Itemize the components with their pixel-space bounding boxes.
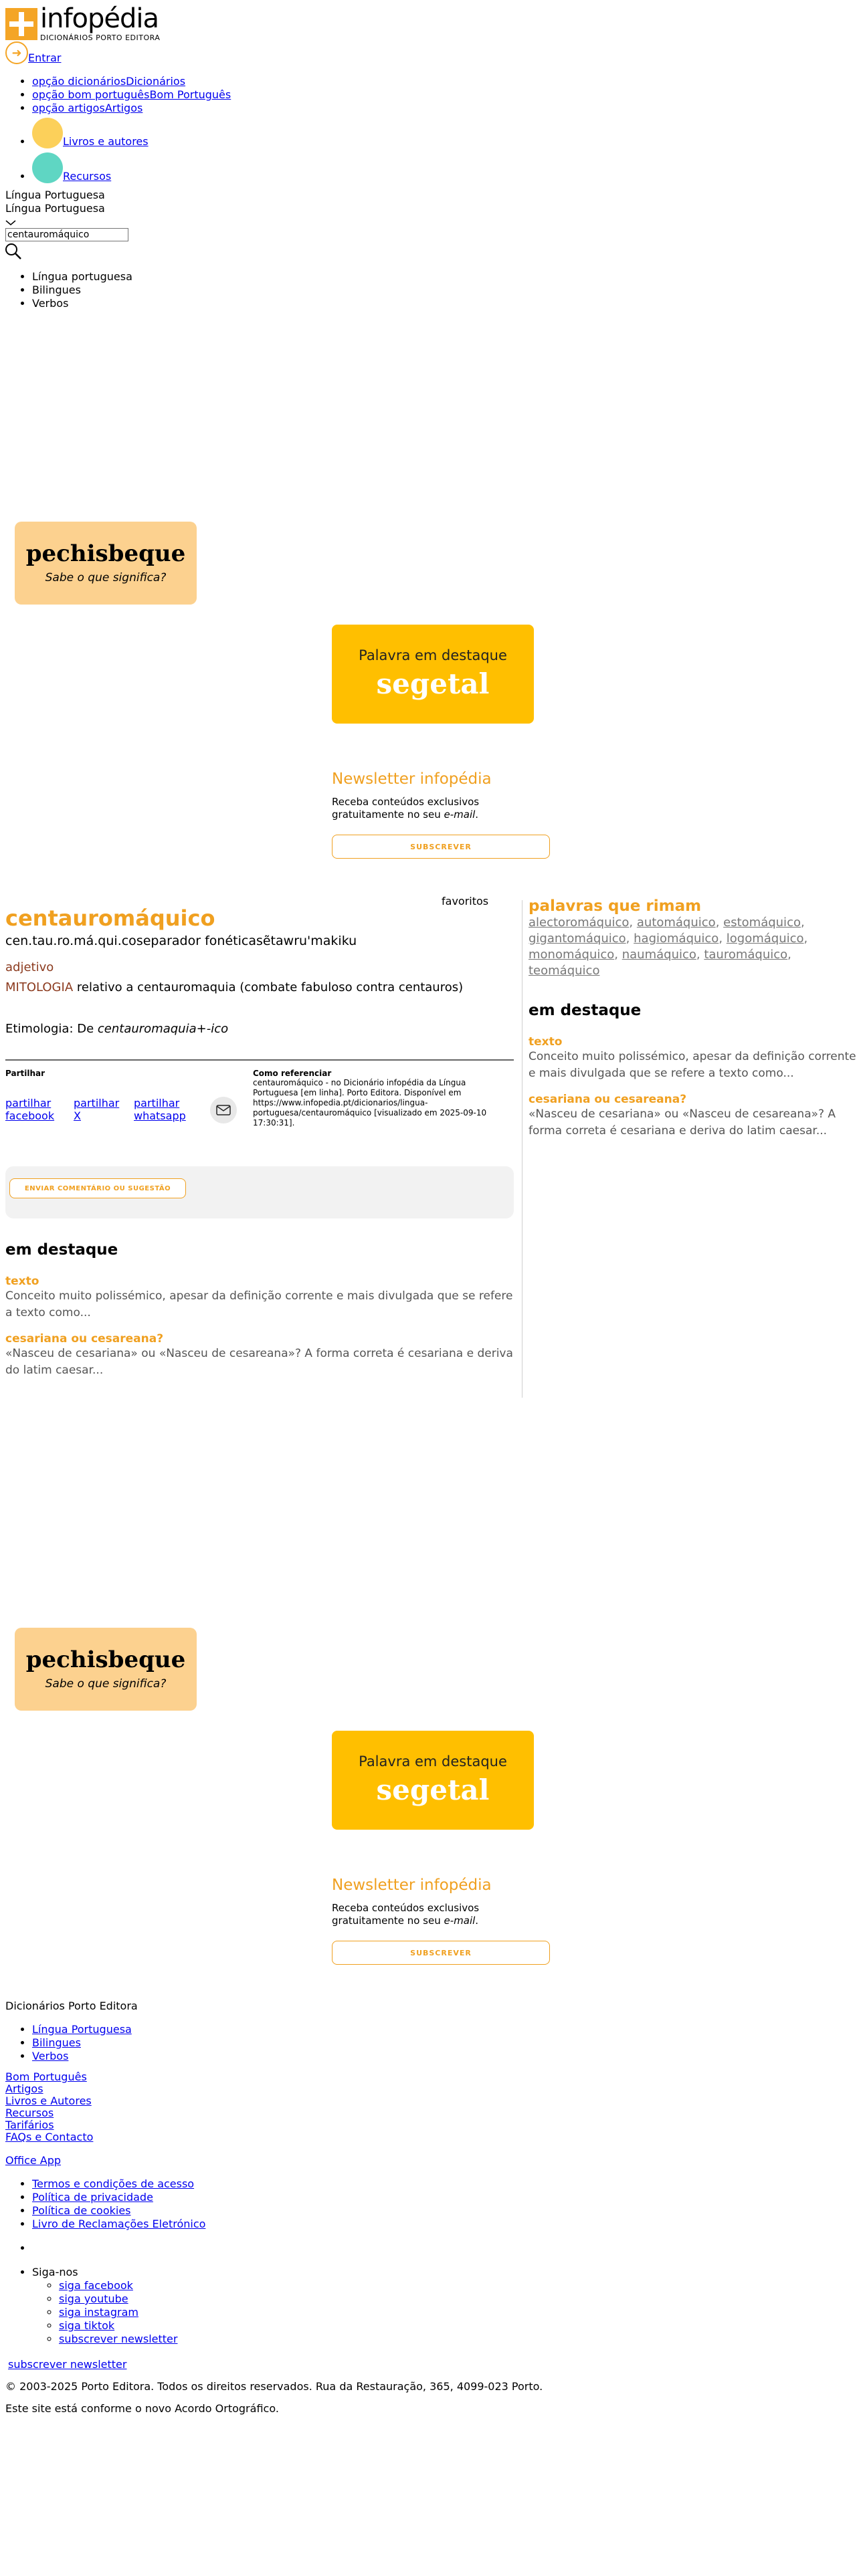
footer-dict-item — [32, 2036, 848, 2050]
dict-option[interactable]: • Língua portuguesa — [32, 270, 132, 284]
social-item — [59, 2292, 848, 2306]
rhyme-link[interactable]: tauromáquico — [704, 948, 788, 962]
x-share-icon[interactable]: partilhar X — [74, 1097, 120, 1122]
rhyme-link[interactable]: automáquico — [636, 916, 716, 930]
footer-dict-item — [32, 2023, 848, 2036]
site-logo[interactable] — [5, 5, 160, 42]
subscribe-newsletter-link[interactable]: subscrever newsletter — [8, 2358, 127, 2371]
resources-icon — [32, 152, 63, 183]
word-quiz-card[interactable] — [15, 522, 197, 605]
quiz-question: Sabe o que significa? — [45, 1677, 167, 1691]
citation-text: centauromáquico - no Dicionário infopédia da Língua Portuguesa [em linha]. Porto Editora. Disponível em https://www.infopedia.pt/dicionarios/lingua-portuguesa/centauromáquico [visualizado em 2025-09-10 17:30:31]. — [253, 1078, 487, 1128]
legal-link[interactable]: Política de privacidade — [32, 2191, 153, 2204]
social-item — [59, 2319, 848, 2333]
legal-link[interactable]: Termos e condições de acesso — [32, 2177, 195, 2190]
rhymes-title: palavras que rimam — [529, 897, 702, 915]
footer-dict-links — [5, 2023, 848, 2063]
office-app-link[interactable]: Office App — [5, 2154, 62, 2167]
menu-link-recursos[interactable]: Recursos — [63, 170, 112, 183]
menu-img-alt: opção artigos — [32, 102, 105, 114]
featured-item-title[interactable]: texto — [529, 1035, 563, 1049]
orthography-note: Este site está conforme o novo Acordo Ortográfico. — [5, 2402, 279, 2415]
rhyme-link[interactable]: estomáquico — [723, 916, 801, 930]
tiktok-icon[interactable]: siga tiktok — [59, 2319, 115, 2332]
newsletter-title: Newsletter infopédia — [332, 770, 492, 788]
follow-us-item — [32, 2266, 848, 2346]
citation-title: Como referenciar — [253, 1069, 332, 1078]
follow-us-label: Siga-nos — [32, 2266, 78, 2278]
menu-item-bom-portugues — [32, 88, 231, 102]
menu-link-artigos[interactable] — [32, 102, 142, 114]
footer-links — [5, 2071, 848, 2143]
syllabification: cen.tau.ro.má.qui.co — [5, 934, 136, 948]
search-bar — [5, 227, 128, 241]
menu-item-livros-autores — [32, 118, 231, 148]
dictionary-label: Língua Portuguesa — [5, 202, 105, 215]
featured-word: segetal — [376, 667, 490, 700]
newsletter-text-part: . — [475, 809, 479, 821]
footer-dict-item — [32, 2050, 848, 2063]
definition — [5, 980, 463, 994]
rhyme-link[interactable]: logomáquico — [726, 932, 804, 946]
definition-domain: MITOLOGIA — [5, 980, 74, 994]
legal-item — [32, 2191, 848, 2204]
facebook-icon[interactable]: siga facebook — [59, 2279, 133, 2292]
share-buttons — [5, 1097, 237, 1123]
menu-item-recursos — [32, 152, 231, 183]
menu-link-livros[interactable]: Livros e autores — [63, 135, 149, 148]
legal-link[interactable]: Política de cookies — [32, 2204, 131, 2217]
dictionary-options — [5, 270, 132, 310]
copyright: © 2003-2025 Porto Editora. Todos os direitos reservados. Rua da Restauração, 365, 4099-023 Porto. — [5, 2380, 543, 2393]
dictionary-selected: Língua Portuguesa — [5, 189, 105, 201]
newsletter-block — [332, 770, 550, 859]
part-of-speech: adjetivo — [5, 960, 54, 974]
featured-item-title[interactable]: cesariana ou cesareana? — [5, 1332, 164, 1346]
social-item — [59, 2333, 848, 2346]
featured-item-title[interactable]: texto — [5, 1275, 39, 1288]
send-comment-button[interactable]: ENVIAR COMENTÁRIO OU SUGESTÃO — [9, 1178, 186, 1198]
facebook-share-icon[interactable]: partilhar facebook — [5, 1097, 55, 1122]
footer-empty-list — [5, 2242, 848, 2255]
footer-link[interactable]: Verbos — [32, 2050, 69, 2062]
featured-section-sidebar — [529, 1002, 856, 1140]
menu-label: Bom Português — [149, 88, 231, 101]
featured-word-card[interactable] — [332, 1731, 534, 1830]
newsletter-icon-link[interactable]: subscrever newsletter — [59, 2333, 178, 2345]
etymology-prefix: Etimologia: De — [5, 1022, 98, 1036]
legal-item — [32, 2177, 848, 2191]
dict-option[interactable]: • Bilingues — [32, 284, 132, 297]
logo-subtitle: DICIONÁRIOS PORTO EDITORA — [40, 33, 161, 42]
subscribe-button[interactable]: SUBSCREVER — [332, 1941, 550, 1965]
footer-link[interactable]: Bilingues — [32, 2036, 81, 2049]
featured-item-title[interactable]: cesariana ou cesareana? — [529, 1093, 687, 1106]
footer-link[interactable]: FAQs e Contacto — [5, 2131, 94, 2143]
menu-item-artigos — [32, 102, 231, 115]
citation-block — [253, 1069, 507, 1128]
rhyme-link[interactable]: teomáquico — [529, 964, 600, 978]
phonetic-separator-icon: separador fonética — [136, 934, 256, 948]
newsletter-title: Newsletter infopédia — [332, 1876, 492, 1894]
featured-word-card[interactable] — [332, 625, 534, 724]
featured-item-text: «Nasceu de cesariana» ou «Nasceu de cesareana»? A forma correta é cesariana e deriva do latim caesar... — [529, 1107, 836, 1138]
email-share-icon[interactable] — [210, 1097, 237, 1123]
rhymes-section — [529, 897, 856, 979]
footer-link[interactable]: Tarifários — [5, 2119, 54, 2131]
instagram-icon[interactable]: siga instagram — [59, 2306, 138, 2319]
rhyme-link[interactable]: monomáquico — [529, 948, 615, 962]
footer-social — [5, 2266, 848, 2346]
legal-link[interactable]: Livro de Reclamações Eletrónico — [32, 2218, 206, 2230]
etymology-source: centauromaquia+-ico — [97, 1022, 229, 1036]
newsletter-text — [332, 1902, 486, 1927]
books-icon — [32, 118, 63, 148]
entry-divider — [5, 1059, 514, 1061]
menu-label: Dicionários — [126, 75, 186, 88]
featured-item-text: Conceito muito polissémico, apesar da definição corrente e mais divulgada que se refere a texto como... — [5, 1289, 513, 1319]
share-title: Partilhar — [5, 1069, 45, 1078]
footer-link[interactable]: Livros e Autores — [5, 2095, 92, 2107]
infopedia-logo-icon — [5, 8, 37, 40]
menu-link-dicionarios[interactable] — [32, 75, 185, 88]
phonetic-transcription: sẽtawru'makiku — [256, 934, 357, 948]
social-item — [59, 2279, 848, 2292]
main-menu — [5, 75, 231, 183]
rhyme-link[interactable]: naumáquico — [622, 948, 696, 962]
legal-item — [32, 2204, 848, 2218]
favorites-icon[interactable]: favoritos — [442, 895, 489, 907]
footer-link[interactable]: Artigos — [5, 2082, 43, 2095]
menu-img-alt: opção bom português — [32, 88, 150, 101]
newsletter-text-em: e-mail — [444, 1915, 476, 1927]
entry-headword: centauromáquico — [5, 905, 215, 931]
logo-name: infopédia — [40, 3, 159, 34]
featured-section-main — [5, 1241, 514, 1379]
footer-empty-item — [32, 2242, 848, 2255]
footer-legal-links — [5, 2177, 848, 2231]
quiz-word: pechisbeque — [25, 1646, 186, 1673]
footer-link[interactable]: Recursos — [5, 2107, 54, 2119]
featured-word-label: Palavra em destaque — [359, 1753, 507, 1769]
youtube-icon[interactable]: siga youtube — [59, 2292, 128, 2305]
subscribe-button[interactable]: SUBSCREVER — [332, 835, 550, 859]
definition-text: relativo a centauromaquia (combate fabuloso contra centauros) — [73, 980, 464, 994]
whatsapp-share-icon[interactable]: partilhar whatsapp — [134, 1097, 186, 1122]
featured-word-label: Palavra em destaque — [359, 647, 507, 663]
rhyme-link[interactable]: alectoromáquico — [529, 916, 630, 930]
newsletter-text-part: . — [475, 1915, 479, 1927]
menu-img-alt: opção dicionários — [32, 75, 126, 88]
chevron-down-icon[interactable] — [5, 220, 16, 225]
quiz-question: Sabe o que significa? — [45, 571, 167, 584]
menu-item-dicionarios — [32, 75, 231, 88]
menu-label: Artigos — [104, 102, 143, 114]
menu-link-bom-portugues[interactable] — [32, 88, 231, 101]
word-quiz-card[interactable] — [15, 1628, 197, 1711]
login-link[interactable]: Entrar — [28, 51, 62, 64]
search-icon[interactable] — [4, 242, 23, 261]
featured-section-title: em destaque — [529, 1002, 642, 1019]
featured-section-title: em destaque — [5, 1241, 118, 1259]
etymology — [5, 1022, 228, 1036]
social-links — [32, 2279, 848, 2346]
newsletter-text-part: Receba conteúdos exclusivos gratuitamente no seu — [332, 1902, 480, 1927]
login-area — [5, 41, 61, 64]
login-icon: ➜ — [5, 41, 28, 64]
featured-word: segetal — [376, 1774, 490, 1806]
legal-item — [32, 2218, 848, 2231]
rhyme-link[interactable]: hagiomáquico — [634, 932, 719, 946]
newsletter-text-part: Receba conteúdos exclusivos gratuitamente no seu — [332, 796, 480, 821]
dictionary-select[interactable] — [5, 189, 105, 229]
quiz-word: pechisbeque — [25, 540, 186, 567]
footer-link[interactable]: Língua Portuguesa — [32, 2023, 132, 2036]
rhyme-link[interactable]: gigantomáquico — [529, 932, 626, 946]
newsletter-text-em: e-mail — [444, 809, 476, 821]
featured-item-text: Conceito muito polissémico, apesar da definição corrente e mais divulgada que se refere a texto como... — [529, 1050, 856, 1080]
social-item — [59, 2306, 848, 2319]
footer-link[interactable]: Bom Português — [5, 2070, 87, 2083]
dict-option[interactable]: • Verbos — [32, 297, 132, 310]
footer — [5, 2000, 848, 2415]
syllable-line — [5, 934, 357, 948]
search-input[interactable] — [5, 228, 128, 241]
newsletter-block — [332, 1876, 550, 1965]
rhymes-list: alectoromáquico, automáquico, estomáquico, gigantomáquico, hagiomáquico, logomáquico, monomáquico, naumáquico, tauromáquico, teomáquico — [529, 916, 808, 978]
featured-item-text: «Nasceu de cesariana» ou «Nasceu de cesareana»? A forma correta é cesariana e deriva do latim caesar... — [5, 1347, 513, 1377]
footer-dict-title: Dicionários Porto Editora — [5, 2000, 138, 2012]
newsletter-text — [332, 796, 486, 821]
